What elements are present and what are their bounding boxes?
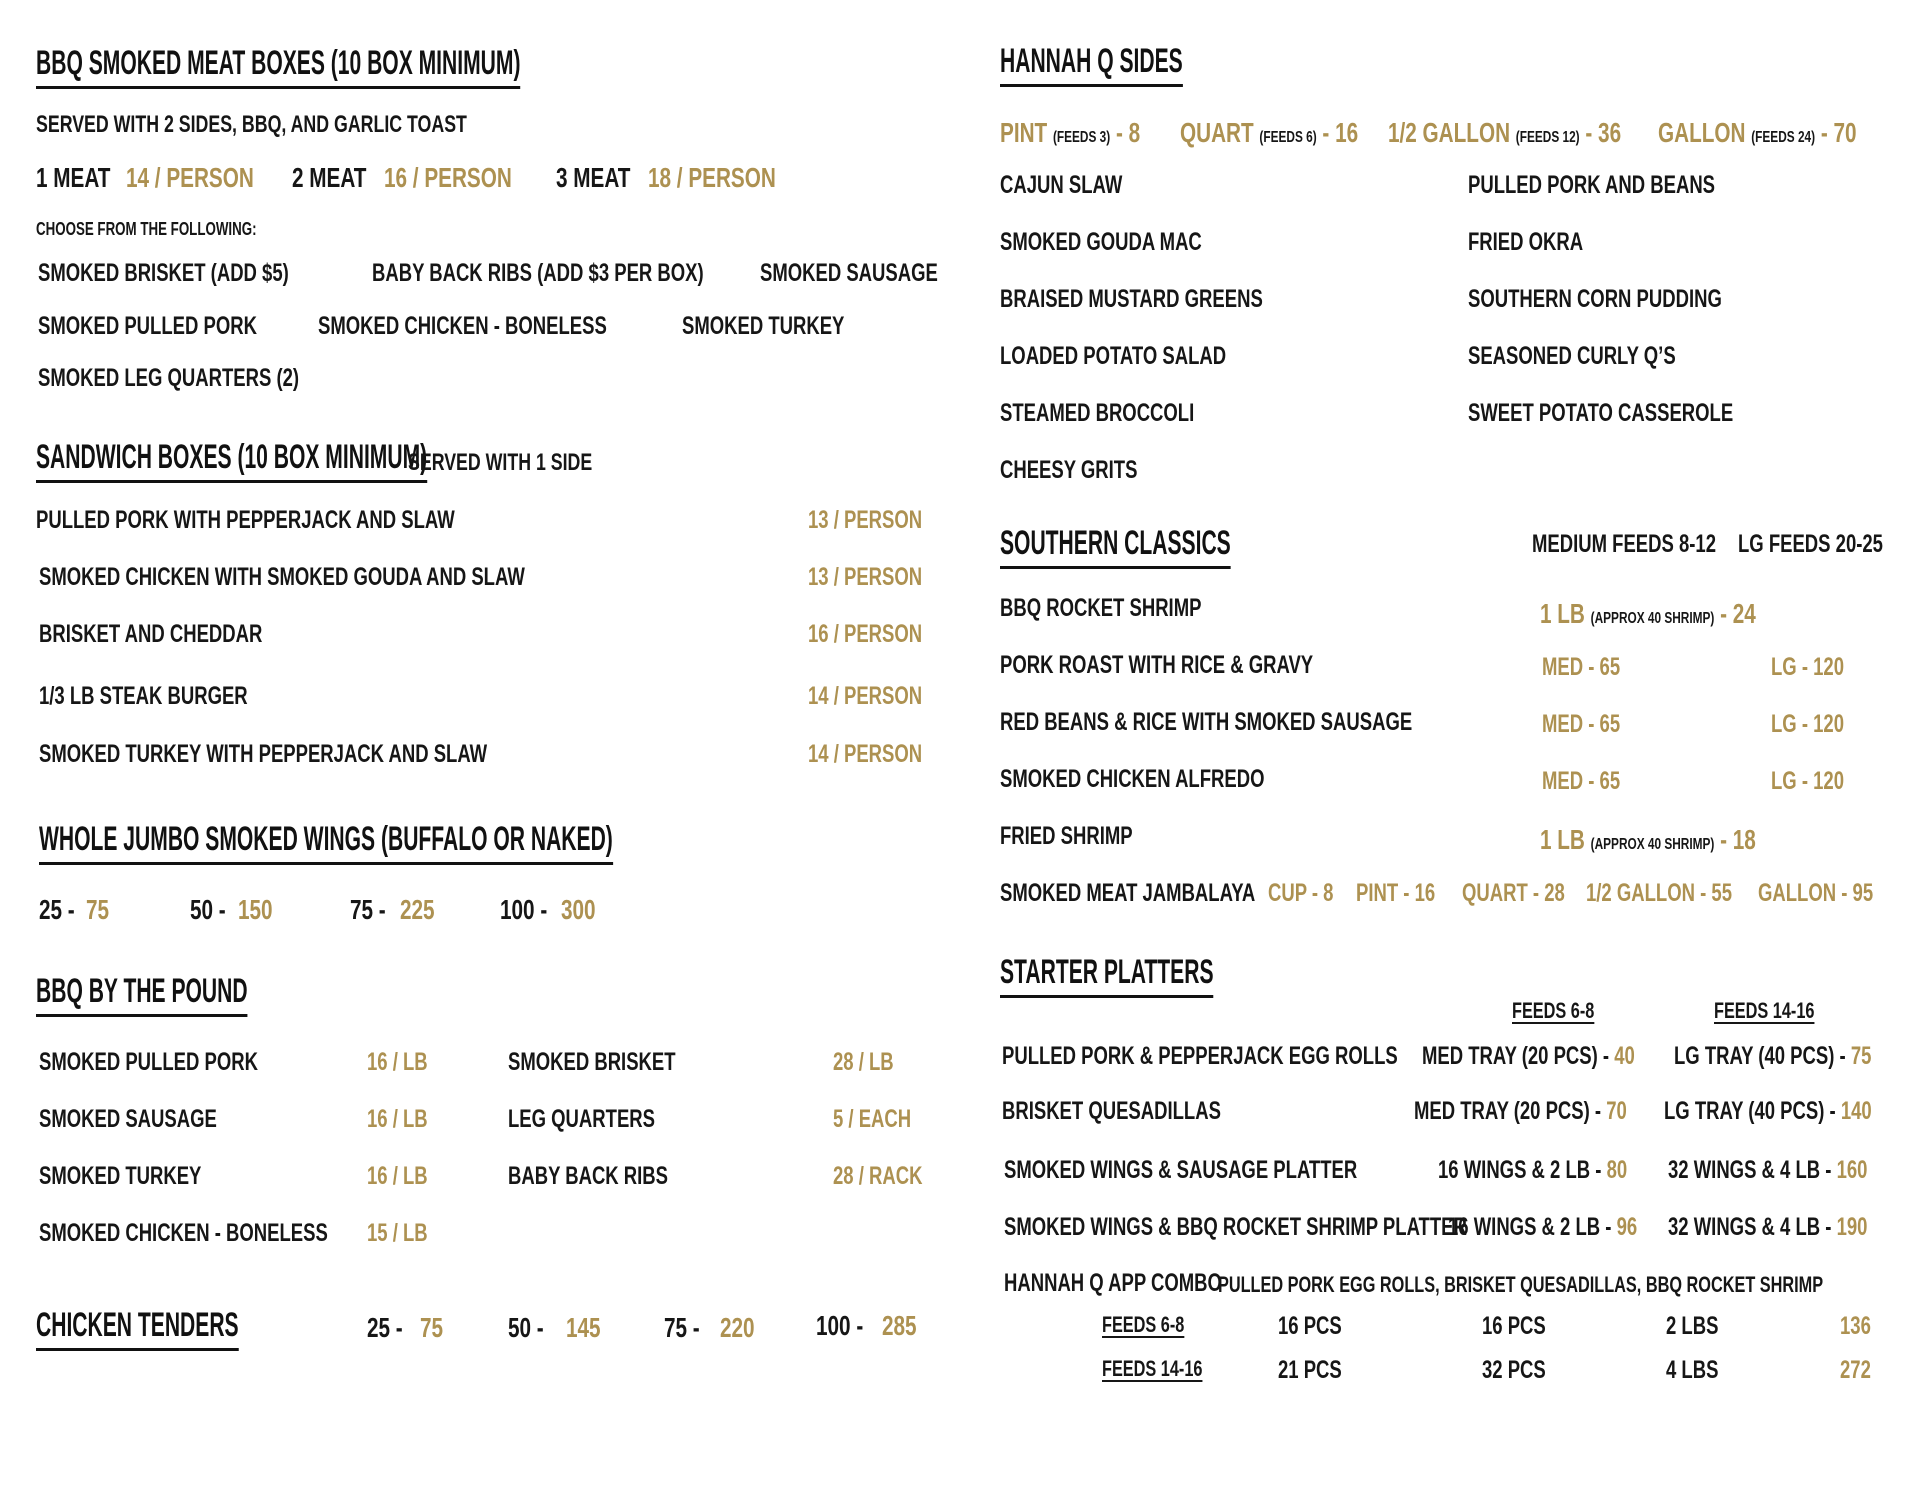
side-item: SEASONED CURLY Q’S [1468,342,1676,370]
side-size [1388,119,1621,147]
side-size-price: 8 [1128,117,1141,148]
classic-approx: (APPROX 40 SHRIMP) [1590,610,1715,627]
pound-item-price: 28 / LB [833,1048,894,1076]
combo-val: 16 PCS [1278,1312,1342,1340]
sandwich-name: BRISKET AND CHEDDAR [39,620,263,648]
classic-name: BBQ ROCKET SHRIMP [1000,594,1202,622]
platter-name: BRISKET QUESADILLAS [1002,1097,1221,1125]
platter-lg: LG TRAY (40 PCS) - 75 [1674,1042,1872,1070]
side-size-feeds: (FEEDS 24) [1751,129,1816,146]
side-item: STEAMED BROCCOLI [1000,399,1195,427]
tier-price: 16 / PERSON [384,162,512,193]
pound-item-price: 5 / EACH [833,1105,912,1133]
combo-val: 16 PCS [1482,1312,1546,1340]
meat-option: SMOKED CHICKEN - BONELESS [318,312,607,340]
sides-title: HANNAH Q SIDES [1000,44,1183,87]
sandwich-price: 13 / PERSON [808,506,923,534]
tenders-price: 220 [720,1312,755,1343]
sandwich-boxes-title: SANDWICH BOXES (10 BOX MINIMUM) [36,440,427,483]
meat-option: BABY BACK RIBS (ADD $3 PER BOX) [372,259,704,287]
platter-med: 16 WINGS & 2 LB - 80 [1438,1156,1628,1184]
side-item: CHEESY GRITS [1000,456,1138,484]
tenders-qty: 100 - [816,1310,864,1341]
combo-val: 4 LBS [1666,1356,1719,1384]
pound-item-price: 28 / RACK [833,1162,923,1190]
platter-med: 16 WINGS & 2 LB - 96 [1448,1213,1638,1241]
platter-lg: 32 WINGS & 4 LB - 160 [1668,1156,1868,1184]
side-size-dash: - [1115,117,1123,148]
side-size [1658,119,1857,147]
meat-boxes-served: SERVED WITH 2 SIDES, BBQ, AND GARLIC TOAST [36,111,467,138]
side-item: FRIED OKRA [1468,228,1584,256]
combo-val: 2 LBS [1666,1312,1719,1340]
sandwich-name: SMOKED CHICKEN WITH SMOKED GOUDA AND SLAW [39,563,525,591]
side-size-name: PINT [1000,117,1048,148]
wings-qty: 100 - [500,894,548,925]
sandwich-price: 14 / PERSON [808,740,923,768]
side-item: SOUTHERN CORN PUDDING [1468,285,1722,313]
sandwich-name: 1/3 LB STEAK BURGER [39,682,248,710]
combo-price: 272 [1840,1356,1871,1384]
pound-item-name: SMOKED TURKEY [39,1162,202,1190]
combo-price: 136 [1840,1312,1871,1340]
sandwich-price: 16 / PERSON [808,620,923,648]
tenders-qty: 50 - [508,1312,544,1343]
meat-option: SMOKED BRISKET (ADD $5) [38,259,289,287]
classic-name: PORK ROAST WITH RICE & GRAVY [1000,651,1314,679]
combo-feeds: FEEDS 6-8 [1102,1312,1185,1337]
classic-name: FRIED SHRIMP [1000,822,1133,850]
platters-title: STARTER PLATTERS [1000,955,1214,998]
meat-option: SMOKED PULLED PORK [38,312,257,340]
side-size [1180,119,1358,147]
tier-price: 18 / PERSON [648,162,776,193]
side-size [1000,119,1140,147]
side-size-dash: - [1820,117,1828,148]
sandwich-name: SMOKED TURKEY WITH PEPPERJACK AND SLAW [39,740,488,768]
tenders-price: 75 [420,1312,444,1343]
platter-name: SMOKED WINGS & BBQ ROCKET SHRIMP PLATTER [1004,1213,1467,1241]
sandwich-boxes-note: SERVED WITH 1 SIDE [408,449,593,476]
pound-item-price: 16 / LB [367,1105,428,1133]
classic-amount: - 18 [1720,824,1756,855]
meat-option: SMOKED SAUSAGE [760,259,938,287]
sandwich-price: 14 / PERSON [808,682,923,710]
classic-lb: 1 LB [1540,598,1585,629]
classic-amount: - 24 [1720,598,1756,629]
sandwich-name: PULLED PORK WITH PEPPERJACK AND SLAW [36,506,455,534]
combo-feeds: FEEDS 14-16 [1102,1356,1203,1381]
jambalaya-size: PINT - 16 [1356,879,1436,907]
classics-title: SOUTHERN CLASSICS [1000,526,1231,569]
side-size-name: QUART [1180,117,1254,148]
tenders-price: 145 [566,1312,601,1343]
wings-price: 225 [400,894,435,925]
tier-label: 1 MEAT [36,162,111,193]
combo-desc: PULLED PORK EGG ROLLS, BRISKET QUESADILLAS, BBQ ROCKET SHRIMP [1218,1272,1824,1297]
platter-med: MED TRAY (20 PCS) - 40 [1422,1042,1635,1070]
meat-option: SMOKED LEG QUARTERS (2) [38,364,300,392]
side-item: PULLED PORK AND BEANS [1468,171,1716,199]
side-size-feeds: (FEEDS 12) [1515,129,1580,146]
side-size-name: GALLON [1658,117,1746,148]
classic-name: RED BEANS & RICE WITH SMOKED SAUSAGE [1000,708,1413,736]
side-size-feeds: (FEEDS 3) [1052,129,1111,146]
classic-med: MED - 65 [1542,710,1621,738]
side-size-price: 16 [1335,117,1359,148]
classic-name: SMOKED CHICKEN ALFREDO [1000,765,1265,793]
tenders-price: 285 [882,1310,917,1341]
jambalaya-size: 1/2 GALLON - 55 [1586,879,1732,907]
side-item: CAJUN SLAW [1000,171,1123,199]
wings-qty: 25 - [39,894,75,925]
classic-lb: 1 LB [1540,824,1585,855]
platter-name: SMOKED WINGS & SAUSAGE PLATTER [1004,1156,1358,1184]
side-size-dash: - [1322,117,1330,148]
choose-label: CHOOSE FROM THE FOLLOWING: [36,219,257,239]
side-size-price: 70 [1833,117,1857,148]
classic-price [1540,826,1756,854]
pound-item-name: SMOKED BRISKET [508,1048,676,1076]
meat-boxes-title: BBQ SMOKED MEAT BOXES (10 BOX MINIMUM) [36,46,520,89]
jambalaya-size: CUP - 8 [1268,879,1334,907]
platter-lg: LG TRAY (40 PCS) - 140 [1664,1097,1872,1125]
combo-name: HANNAH Q APP COMBO [1004,1269,1222,1297]
classics-feeds-large: LG FEEDS 20-25 [1738,530,1883,558]
pound-item-name: BABY BACK RIBS [508,1162,669,1190]
platter-med: MED TRAY (20 PCS) - 70 [1414,1097,1627,1125]
pound-item-price: 16 / LB [367,1162,428,1190]
platters-col-med: FEEDS 6-8 [1512,998,1595,1023]
side-item: SMOKED GOUDA MAC [1000,228,1202,256]
classic-lg: LG - 120 [1771,767,1845,795]
classic-lg: LG - 120 [1771,710,1845,738]
pound-item-name: SMOKED CHICKEN - BONELESS [39,1219,328,1247]
tenders-title: CHICKEN TENDERS [36,1308,239,1351]
pound-item-name: SMOKED SAUSAGE [39,1105,217,1133]
tenders-qty: 75 - [664,1312,700,1343]
side-item: LOADED POTATO SALAD [1000,342,1227,370]
pound-item-price: 15 / LB [367,1219,428,1247]
classic-price [1540,600,1756,628]
jambalaya-size: GALLON - 95 [1758,879,1874,907]
platter-name: PULLED PORK & PEPPERJACK EGG ROLLS [1002,1042,1398,1070]
wings-qty: 50 - [190,894,226,925]
classic-med: MED - 65 [1542,767,1621,795]
meat-option: SMOKED TURKEY [682,312,845,340]
tenders-qty: 25 - [367,1312,403,1343]
by-pound-title: BBQ BY THE POUND [36,974,248,1017]
side-item: BRAISED MUSTARD GREENS [1000,285,1263,313]
tier-price: 14 / PERSON [126,162,254,193]
side-item: SWEET POTATO CASSEROLE [1468,399,1734,427]
pound-item-name: SMOKED PULLED PORK [39,1048,258,1076]
platters-col-lg: FEEDS 14-16 [1714,998,1815,1023]
pound-item-name: LEG QUARTERS [508,1105,655,1133]
side-size-name: 1/2 GALLON [1388,117,1511,148]
side-size-feeds: (FEEDS 6) [1259,129,1317,146]
classic-med: MED - 65 [1542,653,1621,681]
tier-label: 2 MEAT [292,162,367,193]
jambalaya-size: QUART - 28 [1462,879,1565,907]
tier-label: 3 MEAT [556,162,631,193]
platter-lg: 32 WINGS & 4 LB - 190 [1668,1213,1868,1241]
jambalaya-name: SMOKED MEAT JAMBALAYA [1000,879,1256,907]
wings-qty: 75 - [350,894,386,925]
sandwich-price: 13 / PERSON [808,563,923,591]
combo-val: 21 PCS [1278,1356,1342,1384]
wings-title: WHOLE JUMBO SMOKED WINGS (BUFFALO OR NAKED) [39,822,613,865]
side-size-price: 36 [1598,117,1622,148]
classic-approx: (APPROX 40 SHRIMP) [1590,836,1715,853]
wings-price: 75 [86,894,110,925]
classics-feeds-medium: MEDIUM FEEDS 8-12 [1532,530,1717,558]
wings-price: 150 [238,894,273,925]
combo-val: 32 PCS [1482,1356,1546,1384]
wings-price: 300 [561,894,596,925]
classic-lg: LG - 120 [1771,653,1845,681]
side-size-dash: - [1585,117,1593,148]
pound-item-price: 16 / LB [367,1048,428,1076]
